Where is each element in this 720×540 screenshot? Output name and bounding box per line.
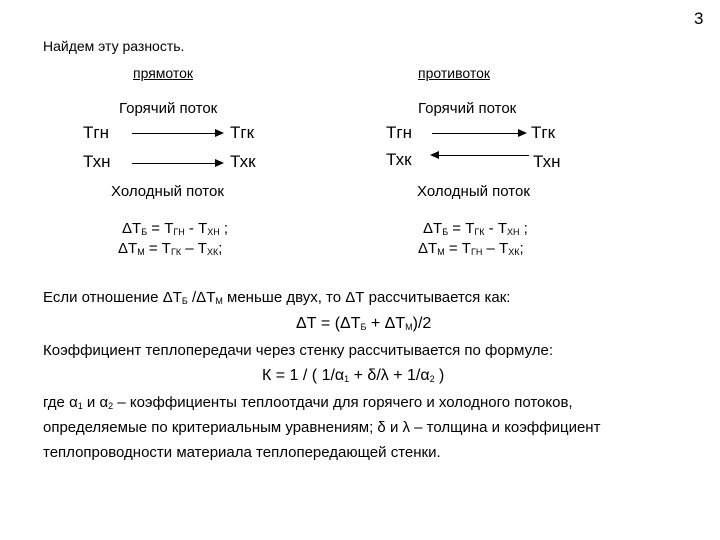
cocurrent-delta-small-equation: $\Delta Т_М = Т_{ГК} - Т_{ХК}$; <box>118 240 223 257</box>
cocurrent-t-cold-out: Тхк <box>230 152 256 171</box>
countercurrent-delta-small-equation: $\Delta Т_М = Т_{ГН} - Т_{ХК}$; <box>418 240 524 257</box>
countercurrent-t-cold-in: Тхн <box>533 152 561 171</box>
cocurrent-hot-flow-label: Горячий поток <box>119 100 218 117</box>
countercurrent-delta-big-equation: $\Delta Т_Б = Т_{ГК} - Т_{ХН}$ ; <box>423 220 528 237</box>
cocurrent-cold-arrow <box>132 163 222 164</box>
ratio-condition-text: Если отношение $\Delta Т_Б$ $/\Delta Т_М$ меньше двух, то ΔТ рассчитывается как: <box>43 289 511 306</box>
countercurrent-t-hot-out: Тгк <box>531 123 556 142</box>
definitions-line-2: определяемые по критериальным уравнениям; δ и λ – толщина и коэффициент <box>43 419 601 436</box>
heat-transfer-formula: К = 1 / ( $1/\alpha_1 + \delta/\lambda + 1/\alpha_2$ ) <box>262 367 445 384</box>
intro-text: Найдем эту разность. <box>43 38 185 54</box>
countercurrent-hot-arrow <box>432 133 525 134</box>
cocurrent-t-hot-out: Тгк <box>230 123 255 142</box>
page-number: 3 <box>694 9 704 28</box>
definitions-line-1: где $\alpha_1$ и $\alpha_2$ – коэффициенты теплоотдачи для горячего и холодного потоков, <box>43 394 573 411</box>
cocurrent-hot-arrow <box>132 133 222 134</box>
cocurrent-delta-big-equation: $\Delta Т_Б = Т_{ГН} - Т_{ХН}$ ; <box>122 220 229 237</box>
countercurrent-t-cold-out: Тхк <box>386 150 412 169</box>
countercurrent-cold-arrow <box>432 155 529 156</box>
definitions-line-3: теплопроводности материала теплопередающей стенки. <box>43 444 441 461</box>
cocurrent-t-cold-in: Тхн <box>83 152 111 171</box>
cocurrent-cold-flow-label: Холодный поток <box>111 183 224 200</box>
countercurrent-heading: противоток <box>418 65 491 81</box>
cocurrent-heading: прямоток <box>133 65 194 81</box>
countercurrent-hot-flow-label: Горячий поток <box>418 100 517 117</box>
coefficient-intro-text: Коэффициент теплопередачи через стенку рассчитывается по формуле: <box>43 342 553 359</box>
countercurrent-cold-flow-label: Холодный поток <box>417 183 530 200</box>
mean-difference-formula: $\Delta Т = (\Delta Т_Б + \Delta Т_М)/2$ <box>296 315 432 332</box>
cocurrent-t-hot-in: Тгн <box>83 123 109 142</box>
countercurrent-t-hot-in: Тгн <box>386 123 412 142</box>
